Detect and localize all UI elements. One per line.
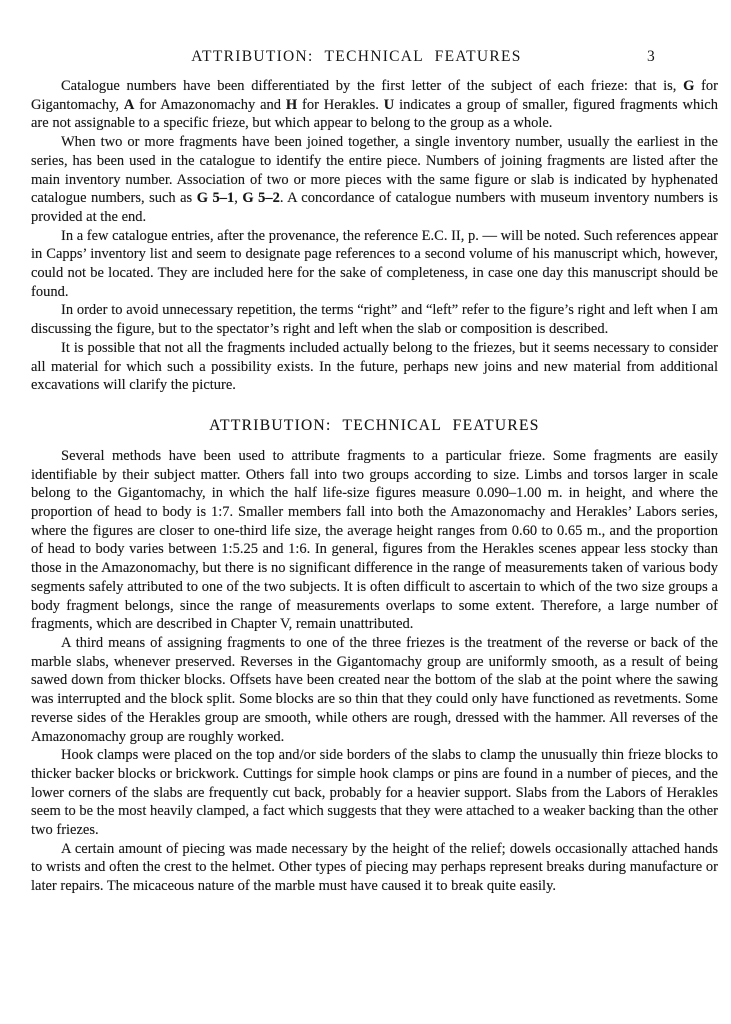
paragraph: Catalogue numbers have been differentiated by the first letter of the subject of each frieze: that is, G for Gigantomachy, A for Amazonomachy and H for Herakles. U indicates a group of smaller, figured fragments which are not assignable to a specific frieze, but which appear to belong to the group as a whole. [31,78,718,132]
intro-paragraphs [31,77,718,395]
section-heading: ATTRIBUTION: TECHNICAL FEATURES [209,416,540,434]
paragraph: A third means of assigning fragments to one of the three friezes is the treatment of the reverse or back of the marble slabs, whenever preserved. Reverses in the Gigantomachy group are uniformly smooth, as a result of being sawed down from thicker blocks. Offsets have been created near the bottom of the slab at the point where the sawing was interrupted and the block split. Some blocks are so thin that they could only have functioned as revetments. Some reverse sides of the Herakles group are smooth, while others are rough, dressed with the hammer. All reverses of the Amazonomachy group are roughly worked. [31,634,718,745]
paragraph: It is possible that not all the fragments included actually belong to the friezes, but it seems necessary to consider all material for which such a possibility exists. In the future, perhaps new joins and new material from additional excavations will clarify the picture. [31,339,718,394]
paragraph: Several methods have been used to attribute fragments to a particular frieze. Some fragments are easily identifiable by their subject matter. Others fall into two groups according to size. Limbs and torsos larger in scale belong to the Gigantomachy, in which the half life-size figures measure 0.090–1.00 m. in height, and where the proportion of head to body is 1:7. Smaller members fall into both the Amazonomachy and Herakles’ Labors series, where the figures are closer to one-third life size, the average height ranges from 0.60 to 0.65 m., and the proportion of head to body varies between 1:5.25 and 1:6. In general, figures from the Herakles scenes appear less stocky than those in the Amazonomachy, but there is no significant difference in the range of measurements taken of various body segments safely attributed to one of the two subjects. It is often difficult to ascertain to which of the two size groups a body fragment belongs, since the range of measurements overlaps to some extent. Therefore, a large number of fragments, which are described in Chapter V, remain unattributed. [31,447,718,633]
paragraph: A certain amount of piecing was made necessary by the height of the relief; dowels occasionally attached hands to wrists and often the crest to the helmet. Other types of piecing may perhaps represent breaks during manufacture or later repairs. The micaceous nature of the marble must have caused it to break quite easily. [31,840,718,895]
running-head: ATTRIBUTION: TECHNICAL FEATURES [191,48,522,65]
page-number: 3 [647,48,655,65]
paragraph: In order to avoid unnecessary repetition, the terms “right” and “left” refer to the figure’s right and left when I am discussing the figure, but to the spectator’s right and left when the slab or composition is described. [31,302,718,338]
section-paragraphs [31,447,718,896]
paragraph: In a few catalogue entries, after the provenance, the reference E.C. II, p. — will be noted. Such references appear in Capps’ inventory list and seem to designate page references to a second volume of his manuscript which, however, could not be located. They are included here for the sake of completeness, in case one day this manuscript should be found. [31,227,719,300]
paragraph: When two or more fragments have been joined together, a single inventory number, usually the earliest in the series, has been used in the catalogue to identify the entire piece. Numbers of joining fragments are listed after the main inventory number. Association of two or more pieces with the same figure or slab is indicated by hyphenated catalogue numbers, such as G 5–1, G 5–2. A concordance of catalogue numbers with museum inventory numbers is provided at the end. [31,134,719,225]
page-header [31,48,718,67]
paragraph: Hook clamps were placed on the top and/or side borders of the slabs to clamp the unusually thin frieze blocks to thicker backer blocks or brickwork. Cuttings for simple hook clamps or pins are found in a number of pieces, and the lower corners of the slabs are frequently cut back, probably for a heavier support. Slabs from the Labors of Herakles seem to be the most heavily clamped, a fact which suggests that they were attached to a weaker backing than the other two friezes. [31,747,718,839]
text-block [31,48,718,896]
